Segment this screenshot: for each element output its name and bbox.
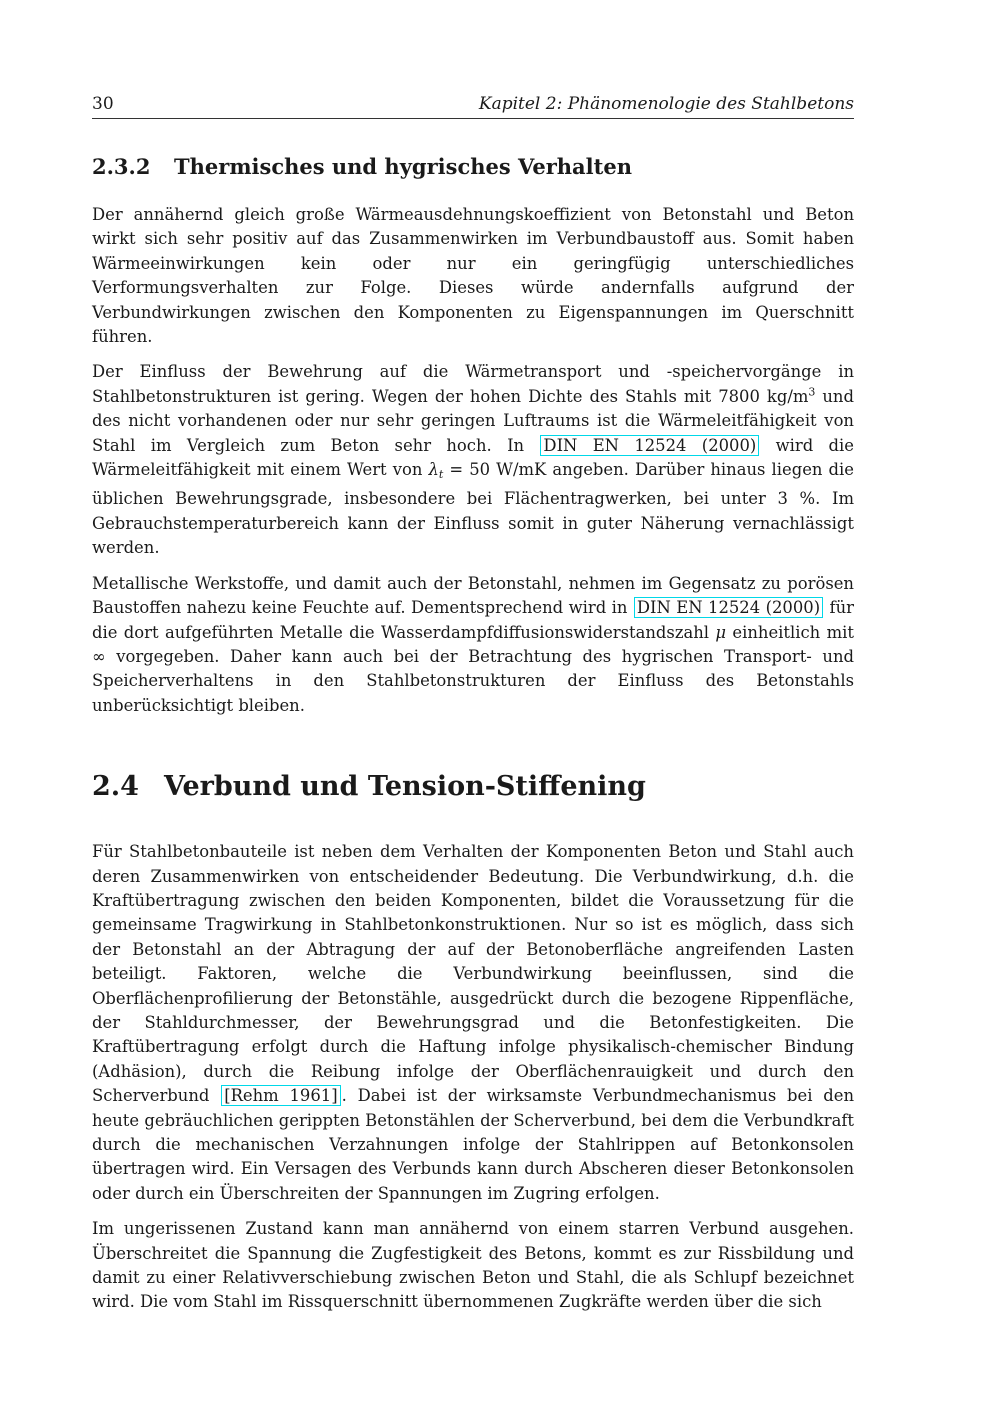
section-number: 2.4 bbox=[92, 771, 139, 803]
section-title: Verbund und Tension-Stiffening bbox=[164, 771, 646, 803]
chapter-title: Kapitel 2: Phänomenologie des Stahlbetons bbox=[478, 94, 854, 114]
text-run: wird die Wärmeleitfähigkeit mit einem Wert von bbox=[92, 435, 854, 480]
text-run: = 50 W/mK angeben. Darüber hinaus liegen die üblichen Bewehrungsgrade, insbesondere bei Flächentragwerken, bei unter 3 %. Im Gebrauchstemperaturbereich kann der Einfluss somit in guter Näherung vernachlässigt werden. bbox=[92, 460, 854, 558]
citation-link[interactable]: DIN EN 12524 (2000) bbox=[634, 597, 823, 618]
running-header bbox=[92, 93, 854, 119]
text-run: einheitlich mit ∞ vorgegeben. Daher kann auch bei der Betrachtung des hygrischen Transport- und Speicherverhaltens in den Stahlbetonstrukturen der Einfluss des Betonstahls unberücksichtigt bleiben. bbox=[92, 622, 854, 715]
paragraph-2 bbox=[92, 360, 854, 560]
text-run: Für Stahlbetonbauteile ist neben dem Verhalten der Komponenten Beton und Stahl auch deren Zusammenwirken von entscheidender Bedeutung. Die Verbundwirkung, d.h. die Kraftübertragung zwischen den beiden Komponenten, bildet die Voraussetzung für die gemeinsame Tragwirkung in Stahlbetonkonstruktionen. Nur so ist es möglich, dass sich der Betonstahl an der Abtragung der auf der Betonoberfläche angreifenden Lasten beteiligt. Faktoren, welche die Verbundwirkung beeinflussen, sind die Oberflächenprofilierung der Betonstähle, ausgedrückt durch die bezogene Rippenfläche, der Stahldurchmesser, der Bewehrungsgrad und die Betonfestigkeiten. Die Kraftübertragung erfolgt durch die Haftung infolge physikalisch-chemischer Bindung (Adhäsion), durch die Reibung infolge der Oberflächenrauigkeit und durch den Scherverbund bbox=[92, 842, 854, 1106]
text-run: und des nicht vorhandenen oder nur sehr geringen Luftraums ist die Wärmeleitfähigkeit von Stahl im Vergleich zum Beton sehr hoch. In bbox=[92, 386, 854, 455]
lambda-subscript: t bbox=[438, 468, 444, 482]
paragraph-1: Der annähernd gleich große Wärmeausdehnungskoeffizient von Betonstahl und Beton wirkt sich sehr positiv auf das Zusammenwirken im Verbundbaustoff aus. Somit haben Wärmeeinwirkungen kein oder nur ein geringfügig unterschiedliches Verformungsverhalten zur Folge. Dieses würde andernfalls aufgrund der Verbundwirkungen zwischen den Komponenten zu Eigenspannungen im Querschnitt führen. bbox=[92, 205, 854, 347]
section-heading bbox=[92, 770, 854, 804]
paragraph-4 bbox=[92, 840, 854, 1206]
subsection-heading bbox=[92, 153, 854, 181]
mu-symbol: μ bbox=[715, 622, 727, 642]
text-run: für die dort aufgeführten Metalle die Wasserdampfdiffusionswiderstandszahl bbox=[92, 598, 854, 642]
subsection-number: 2.3.2 bbox=[92, 154, 151, 179]
text-run: . Dabei ist der wirksamste Verbundmechanismus bei den heute gebräuchlichen gerippten Betonstählen der Scherverbund, bei dem die Verbundkraft durch die mechanischen Verzahnungen infolge der Stahlrippen auf Betonkonsolen übertragen wird. Ein Versagen des Verbunds kann durch Abscheren dieser Betonkonsolen oder durch ein Überschreiten der Spannungen im Zugring erfolgen. bbox=[92, 1086, 855, 1203]
text-run: Metallische Werkstoffe, und damit auch der Betonstahl, nehmen im Gegensatz zu porösen Baustoffen nahezu keine Feuchte auf. Dementsprechend wird in bbox=[92, 573, 854, 618]
citation-link[interactable]: [Rehm 1961] bbox=[221, 1085, 340, 1106]
paragraph-3 bbox=[92, 572, 854, 718]
subsection-title: Thermisches und hygrisches Verhalten bbox=[174, 154, 632, 179]
page-number: 30 bbox=[92, 94, 114, 114]
superscript: 3 bbox=[808, 385, 816, 399]
lambda-symbol: λ bbox=[428, 460, 439, 480]
citation-link[interactable]: DIN EN 12524 (2000) bbox=[540, 435, 759, 456]
text-run: Der Einfluss der Bewehrung auf die Wärmetransport und -speichervorgänge in Stahlbetonstrukturen ist gering. Wegen der hohen Dichte des Stahls mit 7800 kg/m bbox=[92, 362, 854, 406]
page bbox=[92, 93, 854, 1315]
paragraph-5: Im ungerissenen Zustand kann man annähernd von einem starren Verbund ausgehen. Überschreitet die Spannung die Zugfestigkeit des Betons, kommt es zur Rissbildung und damit zu einer Relativverschiebung zwischen Beton und Stahl, die als Schlupf bezeichnet wird. Die vom Stahl im Rissquerschnitt übernommenen Zugkräfte werden über die sich bbox=[92, 1219, 854, 1312]
